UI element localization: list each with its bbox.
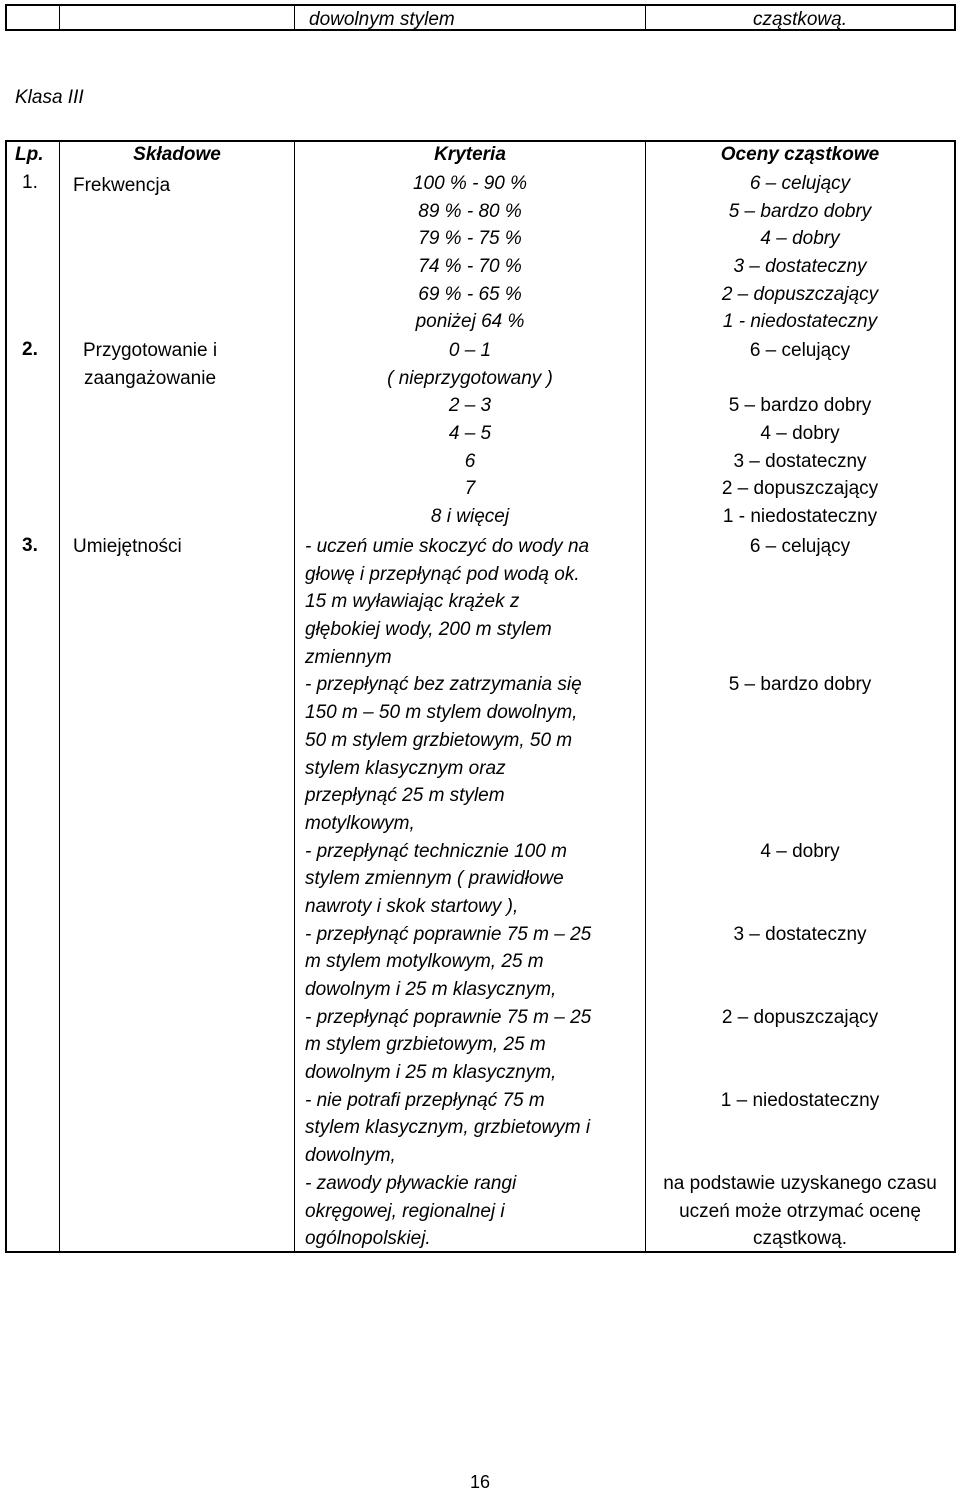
criteria-line: dowolnym i 25 m klasycznym, (305, 979, 557, 1000)
criteria-line: ( nieprzygotowany ) (387, 367, 553, 389)
grade-line: 1 - niedostateczny (722, 311, 878, 333)
criteria-line: przepłynąć 25 m stylem (305, 785, 505, 807)
grade-line: uczeń może otrzymać ocenę (679, 1200, 921, 1222)
criteria-line: 6 (464, 450, 476, 472)
grade-line-spacer (646, 561, 954, 589)
row-component (73, 533, 182, 561)
grade-line: na podstawie uzyskanego czasu (663, 1172, 937, 1194)
grade-line-spacer (646, 1031, 954, 1059)
grade-line: 2 – dopuszczający (721, 283, 879, 305)
grade-line: 5 – bardzo dobry (728, 395, 872, 417)
grade-line: 2 – dopuszczający (721, 478, 879, 500)
criteria-line: 2 – 3 (448, 395, 492, 417)
grade-line-spacer (646, 893, 954, 921)
grade-line: 5 – bardzo dobry (728, 674, 872, 696)
criteria-line: 89 % - 80 % (418, 200, 522, 222)
criteria-line: - nie potrafi przepłynąć 75 m (305, 1089, 545, 1111)
grade-line: 4 – dobry (760, 840, 840, 862)
column-divider (59, 6, 60, 29)
grade-line: 6 – celujący (749, 340, 851, 361)
column-divider (645, 6, 646, 29)
header-components: Składowe (133, 144, 221, 165)
grade-line-spacer (646, 976, 954, 1004)
grade-line: cząstkową. (753, 1228, 847, 1250)
header-grades: Oceny cząstkowe (720, 144, 880, 165)
previous-table-fragment (5, 4, 956, 31)
grade-line: 3 – dostateczny (733, 256, 867, 278)
criteria-line: - uczeń umie skoczyć do wody na (305, 536, 590, 557)
criteria-line: głowę i przepłynąć pod wodą ok. (305, 563, 580, 585)
criteria-line: dowolnym i 25 m klasycznym, (305, 1062, 557, 1084)
grade-line: 6 – celujący (749, 536, 851, 557)
grade-line: 5 – bardzo dobry (728, 200, 872, 222)
criteria-line: 7 (464, 478, 476, 500)
criteria-line: m stylem grzbietowym, 25 m (305, 1034, 546, 1056)
grade-line-spacer (646, 644, 954, 672)
component-line: Frekwencja (73, 175, 171, 196)
grade-line-spacer (646, 865, 954, 893)
criteria-line: m stylem motylkowym, 25 m (305, 951, 544, 973)
row-criteria (305, 533, 640, 1253)
criteria-line: 8 i więcej (430, 506, 510, 528)
criteria-line: głębokiej wody, 200 m stylem (305, 619, 552, 641)
criteria-line: ogólnopolskiej. (305, 1228, 431, 1250)
row-grades (646, 533, 954, 1253)
fragment-grade-text: cząstkową. (753, 9, 847, 30)
component-line: zaangażowanie (83, 367, 217, 389)
criteria-line: - przepłynąć bez zatrzymania się (305, 674, 582, 696)
criteria-line: 74 % - 70 % (418, 256, 522, 278)
grade-line-spacer (646, 1059, 954, 1087)
grade-line-spacer (646, 365, 954, 393)
grade-line: 2 – dopuszczający (721, 1006, 879, 1028)
criteria-line: motylkowym, (305, 812, 415, 834)
grade-line: 4 – dobry (760, 423, 840, 445)
row-component (60, 337, 240, 392)
grade-line-spacer (646, 948, 954, 976)
criteria-line: 4 – 5 (448, 423, 492, 445)
row-number: 3. (22, 535, 38, 556)
component-line: Umiejętności (73, 536, 182, 557)
criteria-line: 69 % - 65 % (418, 283, 522, 305)
column-divider (59, 142, 60, 1251)
criteria-line: 0 – 1 (448, 340, 492, 361)
criteria-line: stylem klasycznym, grzbietowym i (305, 1117, 591, 1139)
column-divider (294, 6, 295, 29)
page-number: 16 (469, 1472, 491, 1492)
criteria-line: nawroty i skok startowy ), (305, 895, 519, 917)
header-lp: Lp. (15, 144, 44, 165)
grade-line-spacer (646, 616, 954, 644)
criteria-line: dowolnym, (305, 1145, 396, 1167)
grade-line: 1 - niedostateczny (722, 506, 878, 528)
component-line: Przygotowanie i (82, 340, 218, 361)
fragment-criteria-text: dowolnym stylem (309, 9, 455, 30)
criteria-line: - przepłynąć poprawnie 75 m – 25 (305, 1006, 592, 1028)
criteria-line: 100 % - 90 % (412, 173, 528, 194)
row-grades (646, 170, 954, 336)
criteria-line: stylem klasycznym oraz (305, 757, 506, 779)
criteria-line: - przepłynąć technicznie 100 m (305, 840, 567, 862)
row-criteria (295, 337, 645, 531)
grade-line: 4 – dobry (760, 228, 840, 250)
grade-line-spacer (646, 727, 954, 755)
criteria-line: 79 % - 75 % (418, 228, 522, 250)
grade-line: 1 – niedostateczny (720, 1089, 880, 1111)
criteria-line: stylem zmiennym ( prawidłowe (305, 868, 564, 890)
criteria-line: poniżej 64 % (415, 311, 525, 333)
row-grades (646, 337, 954, 531)
grade-line-spacer (646, 782, 954, 810)
criteria-line: zmiennym (305, 646, 392, 668)
criteria-line: okręgowej, regionalnej i (305, 1200, 505, 1222)
row-number: 2. (22, 339, 38, 360)
grade-line-spacer (646, 755, 954, 783)
criteria-line: - przepłynąć poprawnie 75 m – 25 (305, 923, 592, 945)
grade-line-spacer (646, 699, 954, 727)
grade-line-spacer (646, 1114, 954, 1142)
section-title: Klasa III (15, 87, 84, 108)
grade-line-spacer (646, 588, 954, 616)
row-number: 1. (22, 172, 38, 193)
grading-table (5, 140, 956, 1253)
row-component (73, 172, 170, 200)
grade-line-spacer (646, 810, 954, 838)
criteria-line: 50 m stylem grzbietowym, 50 m (305, 729, 573, 751)
grade-line: 3 – dostateczny (733, 923, 867, 945)
criteria-line: 150 m – 50 m stylem dowolnym, (305, 702, 578, 724)
header-criteria: Kryteria (434, 144, 506, 165)
grade-line: 6 – celujący (749, 173, 851, 194)
criteria-line: - zawody pływackie rangi (305, 1172, 517, 1194)
row-criteria (295, 170, 645, 336)
grade-line-spacer (646, 1142, 954, 1170)
criteria-line: 15 m wyławiając krążek z (305, 591, 520, 613)
grade-line: 3 – dostateczny (733, 450, 867, 472)
